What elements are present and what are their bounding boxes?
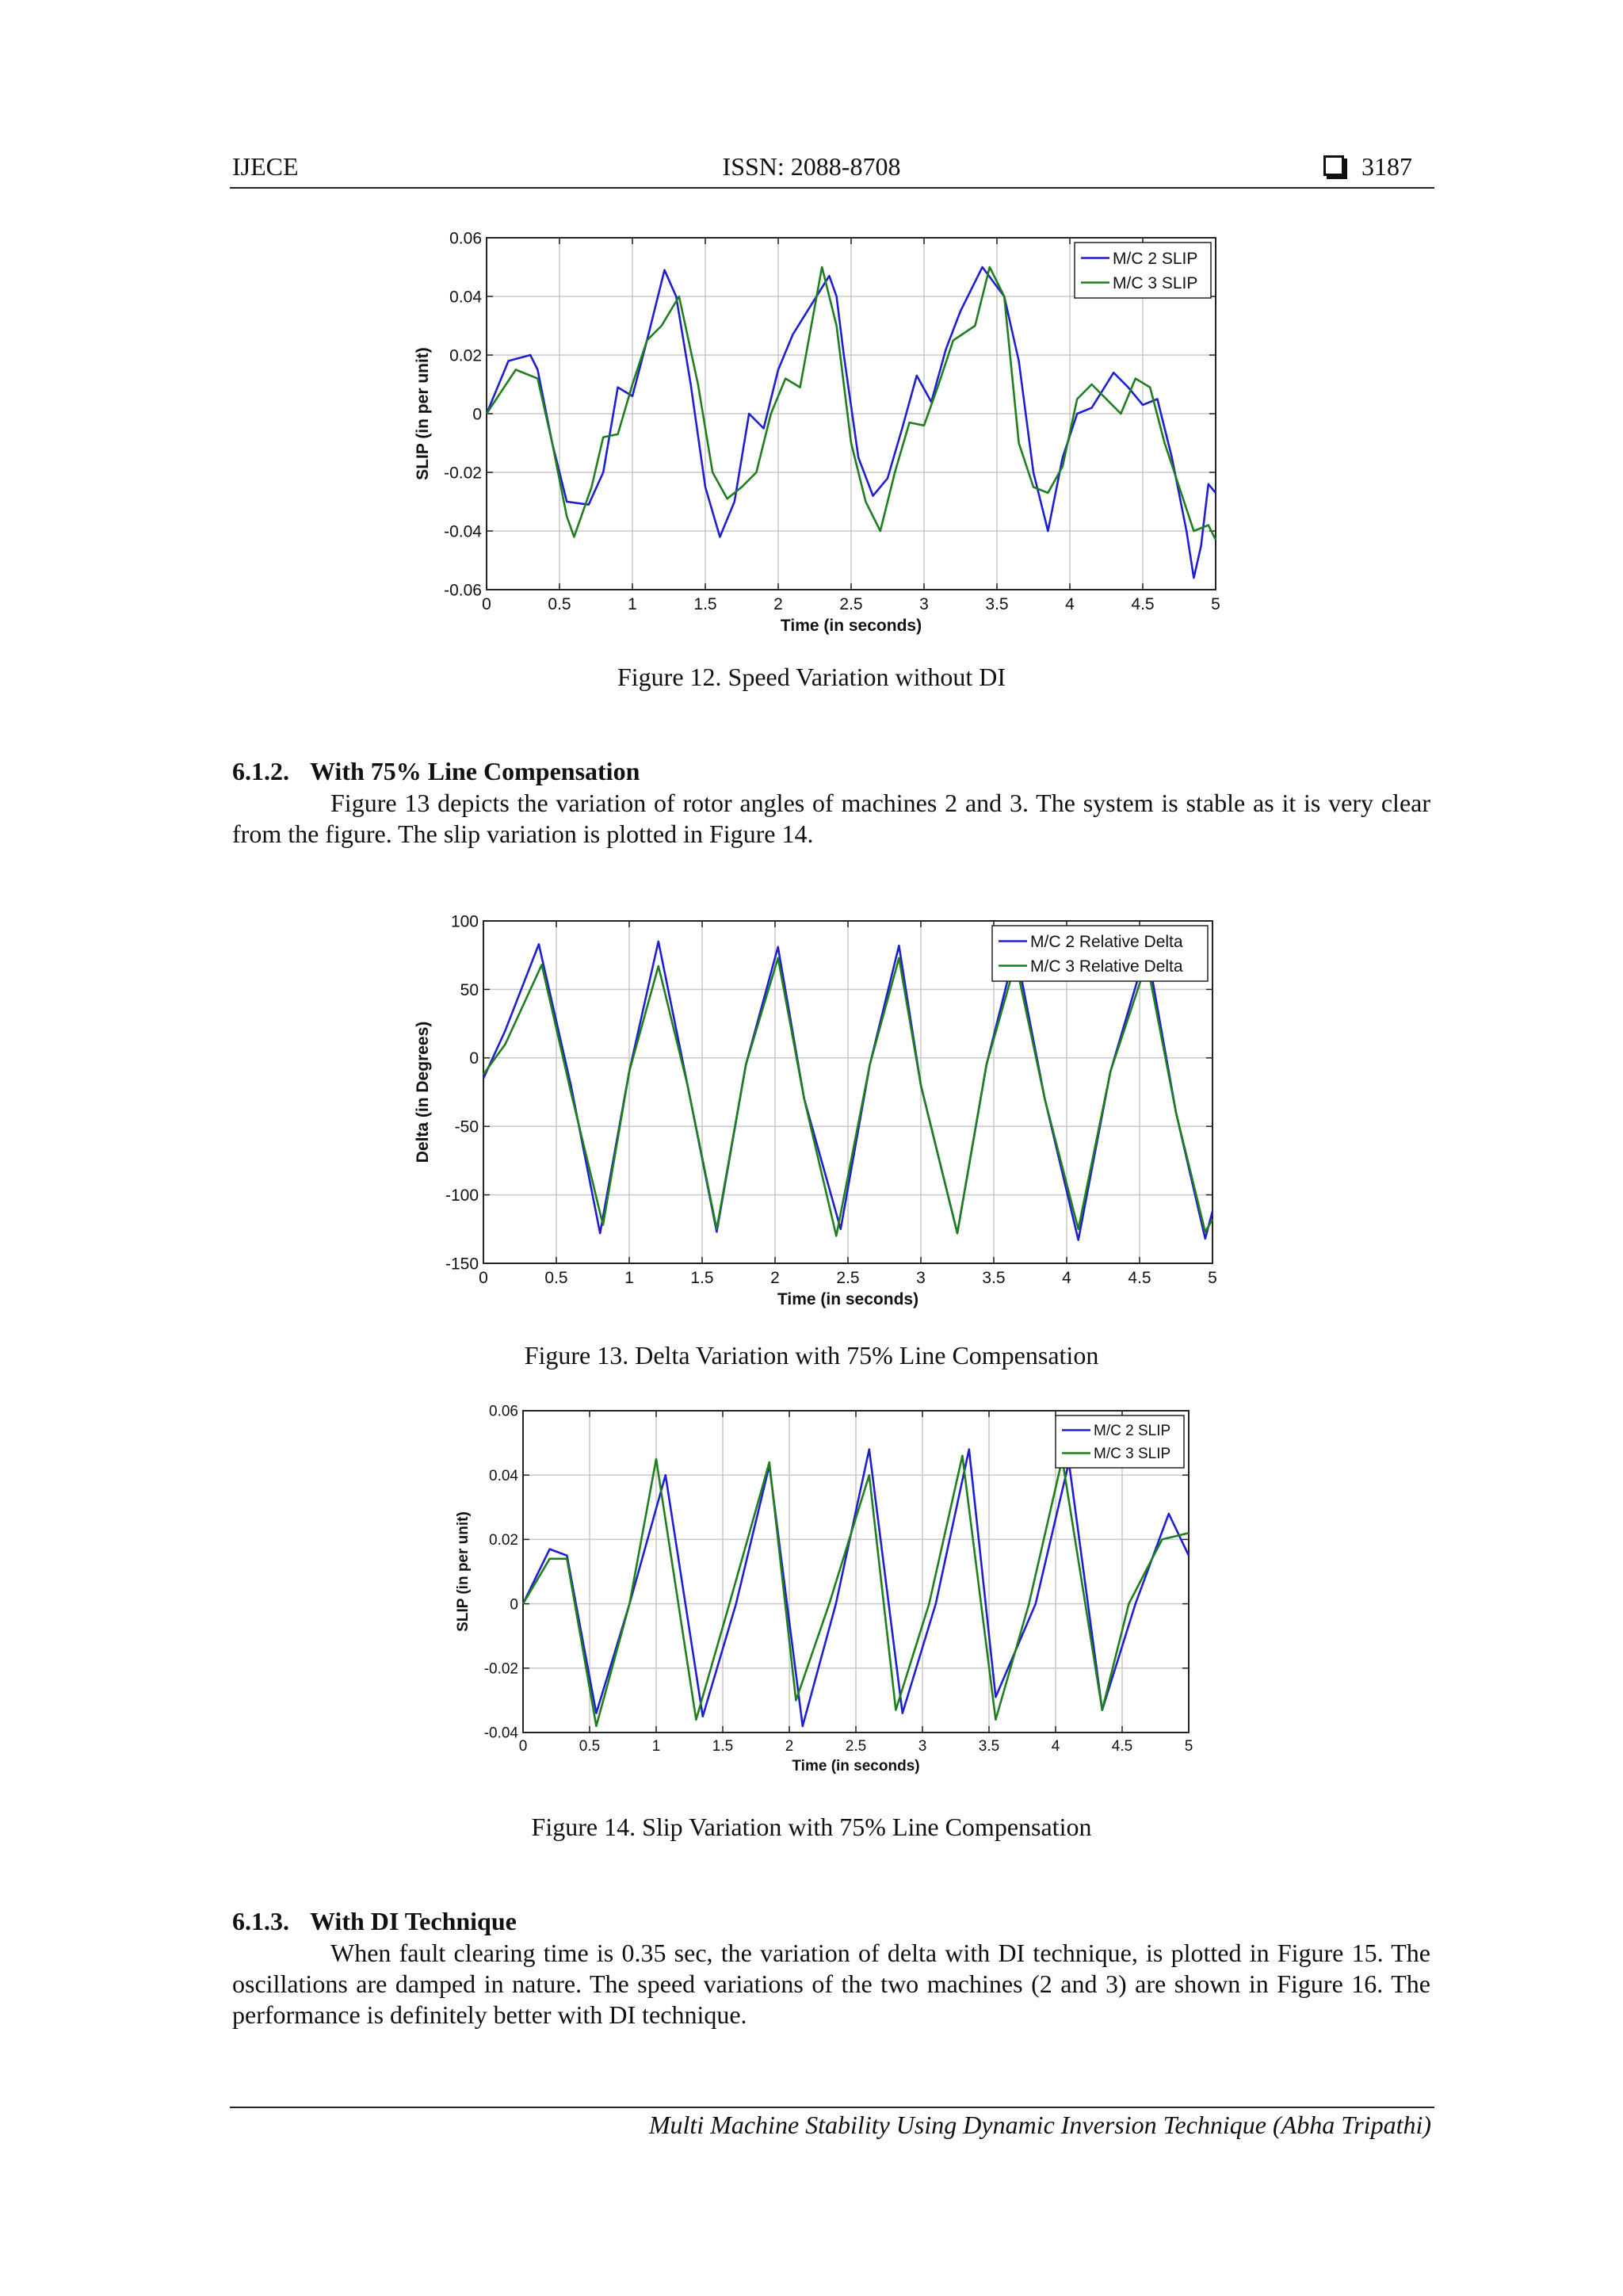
- section-612-text: Figure 13 depicts the variation of rotor angles of machines 2 and 3. The system is stable as it is very clear from the figure. The slip variation is plotted in Figure 14.: [232, 789, 1430, 848]
- y-axis-label: SLIP (in per unit): [414, 347, 432, 480]
- x-tick-label: 2.5: [836, 1269, 860, 1287]
- x-tick-label: 5: [1211, 595, 1220, 613]
- y-tick-label: 0.04: [489, 1467, 518, 1484]
- x-tick-label: 4: [1062, 1269, 1071, 1287]
- journal-name: IJECE: [232, 152, 299, 181]
- x-tick-label: 1: [628, 595, 637, 613]
- x-tick-label: 1.5: [712, 1738, 734, 1755]
- x-tick-label: 4.5: [1128, 1269, 1151, 1287]
- box-icon: [1323, 155, 1344, 176]
- x-axis-label: Time (in seconds): [777, 1290, 919, 1308]
- figure-12-chart: [404, 222, 1244, 650]
- section-613-heading: [232, 1907, 517, 1936]
- section-612-heading: [232, 757, 640, 786]
- x-tick-label: 2: [785, 1738, 794, 1755]
- y-tick-label: -0.04: [444, 522, 482, 541]
- x-tick-label: 2.5: [845, 1738, 867, 1755]
- y-tick-label: -150: [445, 1255, 479, 1274]
- x-tick-label: 4: [1065, 595, 1075, 613]
- section-612-number: 6.1.2.: [232, 757, 289, 785]
- section-613-number: 6.1.3.: [232, 1907, 289, 1935]
- y-axis-label: Delta (in Degrees): [414, 1021, 432, 1163]
- y-tick-label: 0: [472, 405, 482, 424]
- x-axis-label: Time (in seconds): [792, 1758, 920, 1775]
- section-612-title: With 75% Line Compensation: [310, 757, 640, 785]
- y-tick-label: -0.02: [483, 1660, 518, 1678]
- x-tick-label: 0.5: [579, 1738, 601, 1755]
- legend-label-1: M/C 2 SLIP: [1113, 249, 1198, 268]
- x-tick-label: 0: [479, 1269, 488, 1287]
- y-tick-label: 0: [469, 1049, 479, 1068]
- figure-14-chart: [444, 1395, 1212, 1783]
- x-tick-label: 2: [773, 595, 783, 613]
- x-tick-label: 2.5: [839, 595, 863, 613]
- x-tick-label: 3: [918, 1738, 927, 1755]
- x-tick-label: 4.5: [1111, 1738, 1133, 1755]
- x-axis-label: Time (in seconds): [780, 617, 922, 635]
- y-tick-label: -0.06: [444, 581, 482, 600]
- y-tick-label: 50: [460, 980, 479, 999]
- y-tick-label: -100: [445, 1186, 479, 1205]
- y-tick-label: 0.02: [449, 346, 482, 365]
- x-tick-label: 0: [482, 595, 491, 613]
- x-tick-label: 5: [1208, 1269, 1217, 1287]
- y-tick-label: 0.06: [489, 1403, 518, 1420]
- x-tick-label: 1: [651, 1738, 661, 1755]
- x-tick-label: 4: [1051, 1738, 1060, 1755]
- y-tick-label: 0.02: [489, 1532, 518, 1549]
- x-tick-label: 3.5: [985, 595, 1009, 613]
- figure-12-caption: Figure 12. Speed Variation without DI: [617, 663, 1006, 691]
- section-613-title: With DI Technique: [310, 1907, 517, 1935]
- legend-label-2: M/C 3 Relative Delta: [1030, 957, 1183, 976]
- x-tick-label: 3: [916, 1269, 926, 1287]
- y-axis-label: SLIP (in per unit): [455, 1511, 472, 1632]
- y-tick-label: 100: [450, 912, 479, 931]
- y-tick-label: -0.02: [444, 464, 482, 483]
- x-tick-label: 0.5: [548, 595, 571, 613]
- page-number: 3187: [1361, 152, 1412, 181]
- x-tick-label: 1: [624, 1269, 634, 1287]
- footer-rule: [230, 2107, 1434, 2108]
- y-tick-label: -0.04: [483, 1725, 518, 1742]
- y-tick-label: 0.06: [449, 229, 482, 248]
- x-tick-label: 4.5: [1131, 595, 1155, 613]
- x-tick-label: 3.5: [982, 1269, 1006, 1287]
- legend-label-1: M/C 2 SLIP: [1094, 1423, 1171, 1440]
- x-tick-label: 2: [770, 1269, 780, 1287]
- x-tick-label: 1.5: [690, 1269, 714, 1287]
- issn: ISSN: 2088-8708: [722, 152, 901, 181]
- x-tick-label: 5: [1184, 1738, 1193, 1755]
- legend-label-2: M/C 3 SLIP: [1094, 1446, 1171, 1463]
- figure-13-caption: Figure 13. Delta Variation with 75% Line Compensation: [524, 1341, 1099, 1370]
- x-tick-label: 1.5: [693, 595, 717, 613]
- section-613-text: When fault clearing time is 0.35 sec, the variation of delta with DI technique, is plotted in Figure 15. The oscillations are damped in nature. The speed variations of the two machines (2 and 3) are shown in Figure 16. The performance is definitely better with DI technique.: [232, 1939, 1430, 2029]
- header-rule: [230, 187, 1434, 189]
- figure-13-chart: [404, 904, 1244, 1324]
- figure-14-caption: Figure 14. Slip Variation with 75% Line Compensation: [531, 1813, 1092, 1841]
- y-tick-label: 0.04: [449, 288, 482, 307]
- x-tick-label: 0: [518, 1738, 528, 1755]
- y-tick-label: 0: [510, 1596, 518, 1614]
- legend-label-2: M/C 3 SLIP: [1113, 273, 1198, 292]
- y-tick-label: -50: [454, 1117, 479, 1137]
- footer-text: Multi Machine Stability Using Dynamic Inversion Technique (Abha Tripathi): [648, 2111, 1431, 2139]
- x-tick-label: 3: [919, 595, 929, 613]
- legend-label-1: M/C 2 Relative Delta: [1030, 932, 1183, 951]
- x-tick-label: 3.5: [978, 1738, 1000, 1755]
- page-number-block: [1323, 152, 1412, 181]
- x-tick-label: 0.5: [544, 1269, 568, 1287]
